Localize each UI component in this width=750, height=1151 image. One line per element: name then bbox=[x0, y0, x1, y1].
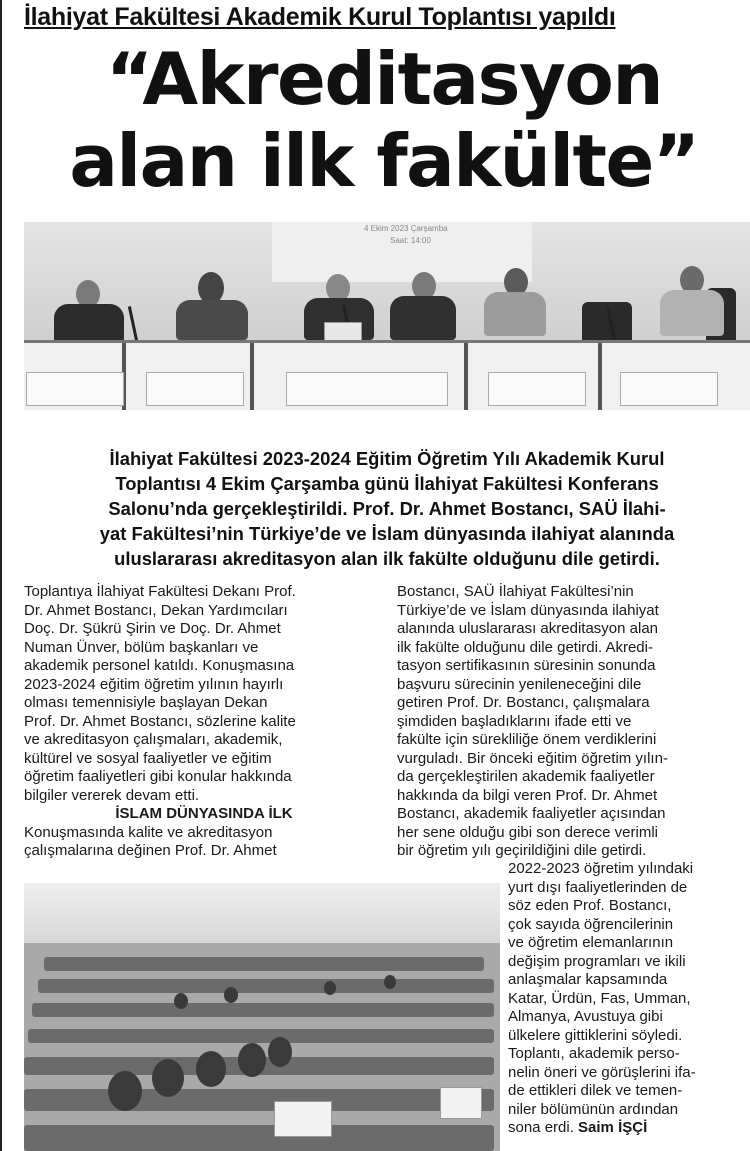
headline-line-2: alan ilk fakülte” bbox=[69, 120, 699, 202]
body-line: başvuru sürecinin yenileneceğini dile bbox=[397, 675, 642, 693]
body-line: 2023-2024 eğitim öğretim yılının hayırlı bbox=[24, 675, 284, 693]
headline-line-1: “Akreditasyon bbox=[105, 38, 663, 120]
seat-row bbox=[24, 1125, 494, 1151]
projection-screen bbox=[272, 222, 532, 282]
body-line: Katar, Ürdün, Fas, Umman, bbox=[508, 989, 691, 1007]
body-line: ve öğretim elemanlarının bbox=[508, 934, 674, 951]
seat-row bbox=[38, 979, 494, 993]
body-line: öğretim faaliyetleri gibi konular hakkında bbox=[24, 768, 292, 785]
body-line: ilk fakülte olduğunu dile getirdi. Akredi- bbox=[397, 638, 653, 656]
body-line: Bostancı, SAÜ İlahiyat Fakültesi’nin bbox=[397, 583, 634, 600]
body-line: de ettikleri dilek ve temen- bbox=[508, 1082, 683, 1099]
table-front-panel bbox=[26, 372, 124, 406]
body-line: Dr. Ahmet Bostancı, Dekan Yardımcıları bbox=[24, 601, 288, 619]
body-line: Doç. Dr. Şükrü Şirin ve Doç. Dr. Ahmet bbox=[24, 620, 281, 637]
section-subhead: İSLAM DÜNYASINDA İLK bbox=[115, 805, 293, 822]
body-line: olması temennisiyle başlayan Dekan bbox=[24, 694, 268, 711]
body-line: nelin öneri ve görüşlerini ifa- bbox=[508, 1063, 696, 1081]
audience-member bbox=[238, 1043, 266, 1077]
lead-line: Toplantısı 4 Ekim Çarşamba günü İlahiyat Fakültesi Konferans bbox=[115, 473, 659, 494]
audience-member bbox=[152, 1059, 184, 1097]
closing-text: sona erdi. bbox=[508, 1119, 574, 1136]
body-line: Toplantı, akademik perso- bbox=[508, 1045, 680, 1062]
audience-photo bbox=[24, 883, 500, 1151]
hall-wall bbox=[24, 883, 500, 943]
table-leg bbox=[250, 343, 254, 410]
body-column-2 bbox=[397, 583, 750, 861]
lead-line: Salonu’nda gerçekleştirildi. Prof. Dr. Ahmet Bostancı, SAÜ İlahi- bbox=[108, 498, 666, 519]
body-line: söz eden Prof. Bostancı, bbox=[508, 897, 672, 914]
body-line: anlaşmalar kapsamında bbox=[508, 971, 668, 988]
body-line: Konuşmasında kalite ve akreditasyon bbox=[24, 823, 273, 841]
table-leg bbox=[464, 343, 468, 410]
lead-line: İlahiyat Fakültesi 2023-2024 Eğitim Öğretim Yılı Akademik Kurul bbox=[109, 448, 665, 469]
table-front-panel bbox=[488, 372, 586, 406]
audience-member bbox=[108, 1071, 142, 1111]
body-line: çalışmalarına değinen Prof. Dr. Ahmet bbox=[24, 842, 277, 859]
lead-line: yat Fakültesi’nin Türkiye’de ve İslam dünyasında ilahiyat alanında bbox=[99, 523, 675, 544]
audience-member bbox=[224, 987, 238, 1003]
body-line: hakkında da bilgi veren Prof. Dr. Ahmet bbox=[397, 786, 658, 804]
body-line: çok sayıda öğrencilerinin bbox=[508, 915, 674, 933]
body-line: fakülte için sürekliliğe önem verdiklerini bbox=[397, 731, 657, 748]
body-line: Almanya, Avustuya gibi bbox=[508, 1008, 663, 1025]
body-line: şimdiden başladıklarını ifade etti ve bbox=[397, 712, 632, 730]
article-lead bbox=[24, 446, 750, 571]
left-column-rule bbox=[0, 0, 2, 1151]
panel-photo bbox=[24, 222, 750, 410]
body-line: yurt dışı faaliyetlerinden de bbox=[508, 878, 688, 896]
seat-row bbox=[28, 1029, 494, 1043]
body-column-1 bbox=[24, 583, 384, 861]
body-column-3 bbox=[508, 860, 750, 1138]
body-line: akademik personel katıldı. Konuşmasına bbox=[24, 657, 295, 674]
seat-row bbox=[24, 1089, 494, 1111]
byline: Saim İŞÇİ bbox=[578, 1119, 648, 1136]
body-line: niler bölümünün ardından bbox=[508, 1100, 679, 1118]
body-line: da gerçekleştirilen akademik faaliyetler bbox=[397, 768, 655, 785]
body-line: tasyon sertifikasının süresinin sonunda bbox=[397, 657, 656, 674]
body-line: değişim programları ve ikili bbox=[508, 952, 686, 970]
front-desk bbox=[274, 1101, 332, 1137]
seat-row bbox=[44, 957, 484, 971]
article-kicker: İlahiyat Fakültesi Akademik Kurul Toplantısı yapıldı bbox=[24, 3, 616, 31]
table-front-panel bbox=[620, 372, 718, 406]
body-line: bir öğretim yılı geçirildiğini dile getirdi. bbox=[397, 842, 647, 859]
audience-member bbox=[324, 981, 336, 995]
body-line: Türkiye’de ve İslam dünyasında ilahiyat bbox=[397, 601, 659, 619]
seat-row bbox=[32, 1003, 494, 1017]
table-leg bbox=[598, 343, 602, 410]
body-line: Prof. Dr. Ahmet Bostancı, sözlerine kalite bbox=[24, 712, 296, 730]
body-line: Bostancı, akademik faaliyetler açısından bbox=[397, 805, 666, 822]
closing-line bbox=[508, 1119, 750, 1138]
audience-member bbox=[196, 1051, 226, 1087]
article-headline bbox=[18, 38, 750, 202]
screen-time-text: Saat: 14:00 bbox=[390, 236, 431, 245]
body-line: her sene olduğu gibi son derece verimli bbox=[397, 823, 658, 841]
body-line: bilgiler vererek devam etti. bbox=[24, 786, 200, 804]
hall-seating bbox=[24, 943, 500, 1151]
body-line: ülkelere gittiklerini söyledi. bbox=[508, 1026, 683, 1044]
body-line: Numan Ünver, bölüm başkanları ve bbox=[24, 638, 259, 656]
body-line: Toplantıya İlahiyat Fakültesi Dekanı Prof. bbox=[24, 583, 296, 600]
body-line: 2022-2023 öğretim yılındaki bbox=[508, 860, 694, 877]
table-front-panel bbox=[286, 372, 448, 406]
body-line: ve akreditasyon çalışmaları, akademik, bbox=[24, 731, 283, 748]
audience-member bbox=[268, 1037, 292, 1067]
body-line: alanında uluslararası akreditasyon alan bbox=[397, 620, 658, 637]
front-desk bbox=[440, 1087, 482, 1119]
body-line: vurguladı. Bir önceki eğitim öğretim yılın- bbox=[397, 749, 668, 767]
audience-member bbox=[174, 993, 188, 1009]
body-line: kültürel ve sosyal faaliyetler ve eğitim bbox=[24, 749, 272, 767]
screen-date-text: 4 Ekim 2023 Çarşamba bbox=[364, 224, 448, 233]
audience-member bbox=[384, 975, 396, 989]
lead-line: uluslararası akreditasyon alan ilk fakülte olduğunu dile getirdi. bbox=[114, 548, 660, 569]
table-front-panel bbox=[146, 372, 244, 406]
body-line: getiren Prof. Dr. Bostancı, çalışmalara bbox=[397, 694, 650, 711]
